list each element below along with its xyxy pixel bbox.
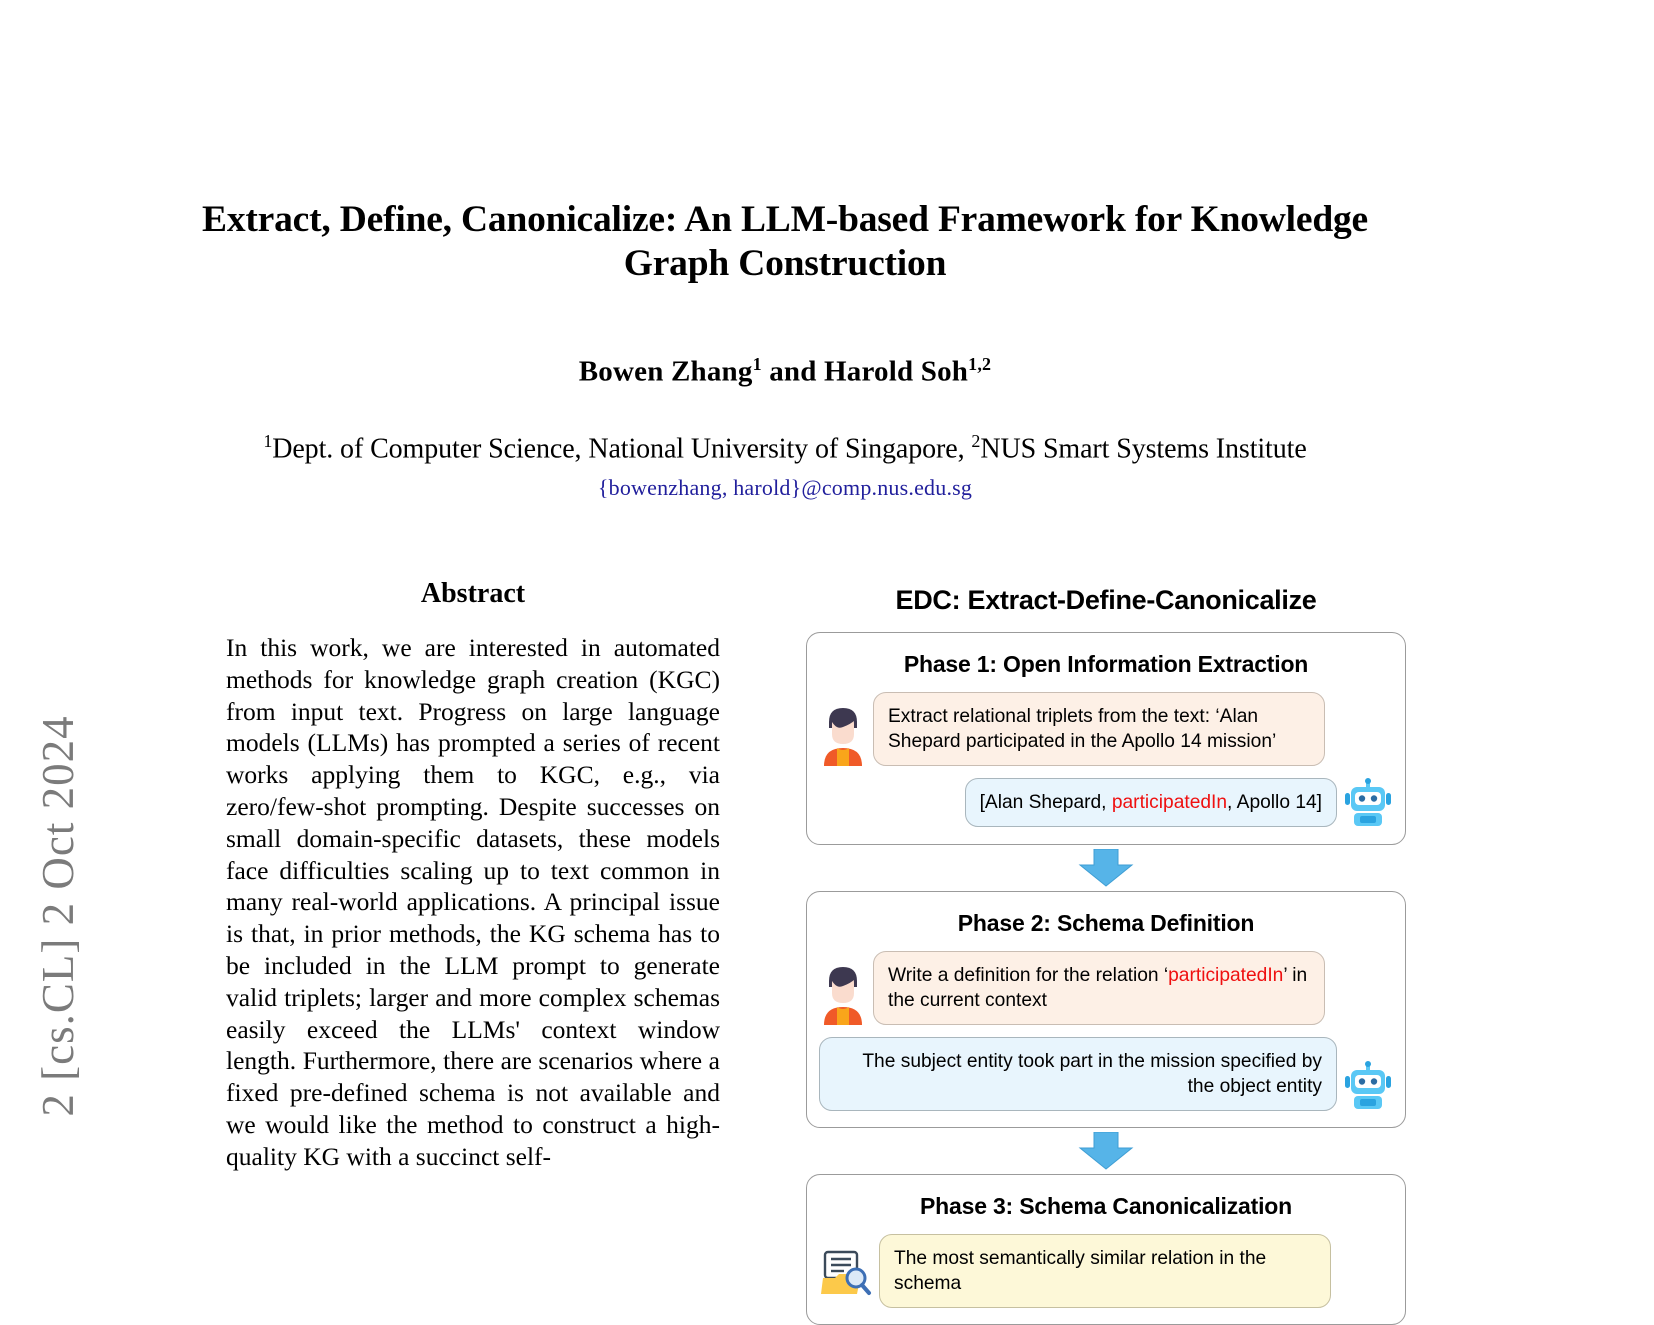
affiliation-marker-1: 1 (263, 430, 273, 451)
phase-2-llm-row (819, 1037, 1393, 1111)
triplet-suffix: , Apollo 14] (1227, 792, 1322, 813)
abstract-body: In this work, we are interested in automated methods for knowledge graph creation (KGC) from input text. Progress on large language models (LLMs) has prompted a series of recent works applying them to KGC, e.g., via zero/few-shot prompting. Despite successes on small domain-specific datasets, these models face difficulties scaling up to text common in many real-world applications. A principal issue is that, in prior methods, the KG schema has to be included in the LLM prompt to generate valid triplets; larger and more complex schemas easily exceed the LLMs' context window length. Furthermore, there are scenarios where a fixed pre-defined schema is not available and we would like the method to construct a high-quality KG with a succinct self- (226, 633, 720, 1171)
relation-token: participatedIn (1111, 792, 1228, 813)
phase-3-doc-bubble: The most semantically similar relation in the schema (879, 1234, 1331, 1308)
phase-2-heading: Phase 2: Schema Definition (957, 910, 1255, 936)
edc-figure (806, 585, 1406, 1325)
author-first: Bowen Zhang (578, 355, 753, 388)
phase-2-box (806, 891, 1406, 1128)
robot-icon (1343, 1061, 1393, 1111)
phase-1-heading: Phase 1: Open Information Extraction (903, 651, 1309, 677)
contact-email[interactable]: {bowenzhang, harold}@comp.nus.edu.sg (597, 474, 973, 500)
phase-3-box (806, 1174, 1406, 1325)
abstract-section (226, 578, 720, 1173)
page-title: Extract, Define, Canonicalize: An LLM-based Framework for Knowledge Graph Construction (202, 199, 1368, 284)
definition-prompt-suffix: ’ in the current context (888, 965, 1308, 1011)
phase-1-llm-bubble (965, 778, 1337, 827)
robot-icon (1343, 778, 1393, 828)
arrow-phase2-to-phase3 (806, 1132, 1406, 1172)
phase-3-heading: Phase 3: Schema Canonicalization (920, 1193, 1292, 1219)
authors-conjunction: and Harold Soh (761, 355, 969, 388)
author-first-affil-marker: 1 (752, 354, 762, 374)
phase-1-user-row (819, 692, 1393, 766)
title-block (170, 198, 1400, 501)
phase-2-user-row (819, 951, 1393, 1025)
relation-token: participatedIn (1168, 965, 1284, 986)
affiliation-line (170, 431, 1400, 465)
phase-1-box (806, 632, 1406, 845)
phase-1-llm-row (819, 778, 1393, 828)
phase-2-llm-bubble: The subject entity took part in the mission specified by the object entity (819, 1037, 1337, 1111)
arxiv-stamp: 2 [cs.CL] 2 Oct 2024 (33, 715, 83, 1117)
affiliation-marker-2: 2 (971, 430, 981, 451)
figure-title: EDC: Extract-Define-Canonicalize (895, 585, 1317, 615)
arrow-phase1-to-phase2 (806, 849, 1406, 889)
abstract-heading: Abstract (420, 578, 526, 609)
authors-line (170, 354, 1400, 389)
phase-2-user-bubble (873, 951, 1325, 1025)
person-avatar-icon (819, 704, 867, 766)
phase-3-doc-row (819, 1234, 1393, 1308)
phase-1-user-bubble: Extract relational triplets from the text: ‘Alan Shepard participated in the Apollo 14 mission’ (873, 692, 1325, 766)
definition-prompt-prefix: Write a definition for the relation ‘ (888, 965, 1169, 986)
author-second-affil-marker: 1,2 (968, 354, 992, 374)
affiliation-text-1: Dept. of Computer Science, National University of Singapore, (272, 432, 972, 464)
affiliation-text-2: NUS Smart Systems Institute (980, 432, 1307, 464)
person-avatar-icon (819, 963, 867, 1025)
triplet-prefix: [Alan Shepard, (979, 792, 1112, 813)
document-search-icon (819, 1244, 873, 1298)
